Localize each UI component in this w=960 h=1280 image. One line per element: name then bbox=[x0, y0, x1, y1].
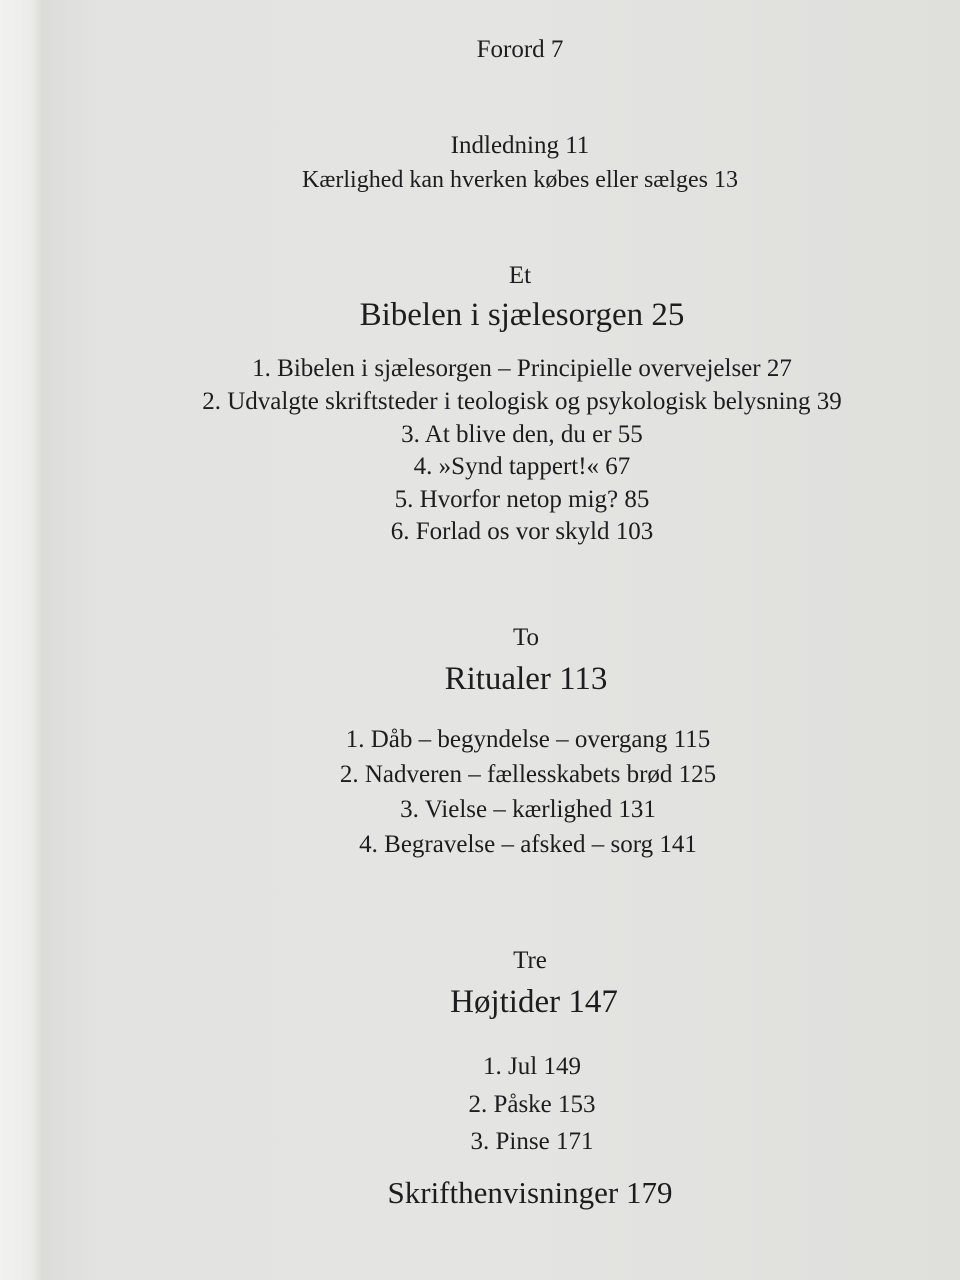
part-1-entry-6: 6. Forlad os vor skyld 103 bbox=[390, 518, 654, 545]
page-edge bbox=[0, 0, 44, 1280]
part-1-number: Et bbox=[508, 262, 532, 289]
toc-introduction: Indledning 11 bbox=[450, 132, 590, 159]
part-1-entry-1: 1. Bibelen i sjælesorgen – Principielle overvejelser 27 bbox=[252, 355, 792, 382]
toc-intro-subtitle: Kærlighed kan hverken købes eller sælges 13 bbox=[302, 167, 738, 193]
part-1-entry-2: 2. Udvalgte skriftsteder i teologisk og psykologisk belysning 39 bbox=[202, 388, 842, 415]
part-1-entry-5: 5. Hvorfor netop mig? 85 bbox=[394, 486, 650, 513]
part-2-title: Ritualer 113 bbox=[444, 661, 608, 697]
toc-foreword: Forord 7 bbox=[476, 36, 564, 63]
part-2-entry-4: 4. Begravelse – afsked – sorg 141 bbox=[359, 831, 697, 858]
part-3-title: Højtider 147 bbox=[450, 984, 618, 1020]
part-1-entry-3: 3. At blive den, du er 55 bbox=[401, 421, 643, 448]
scripture-index: Skrifthenvisninger 179 bbox=[387, 1175, 673, 1210]
part-2-entry-1: 1. Dåb – begyndelse – overgang 115 bbox=[345, 726, 711, 753]
part-1-title: Bibelen i sjælesorgen 25 bbox=[359, 297, 685, 333]
part-3-entry-2: 2. Påske 153 bbox=[468, 1091, 596, 1118]
part-2-number: To bbox=[512, 624, 540, 651]
part-2-entry-3: 3. Vielse – kærlighed 131 bbox=[400, 796, 656, 823]
part-2-entry-2: 2. Nadveren – fællesskabets brød 125 bbox=[339, 761, 717, 788]
part-1-entry-4: 4. »Synd tappert!« 67 bbox=[413, 453, 631, 480]
part-3-entry-3: 3. Pinse 171 bbox=[470, 1128, 594, 1155]
part-3-entry-1: 1. Jul 149 bbox=[483, 1053, 581, 1080]
part-3-number: Tre bbox=[513, 947, 547, 974]
